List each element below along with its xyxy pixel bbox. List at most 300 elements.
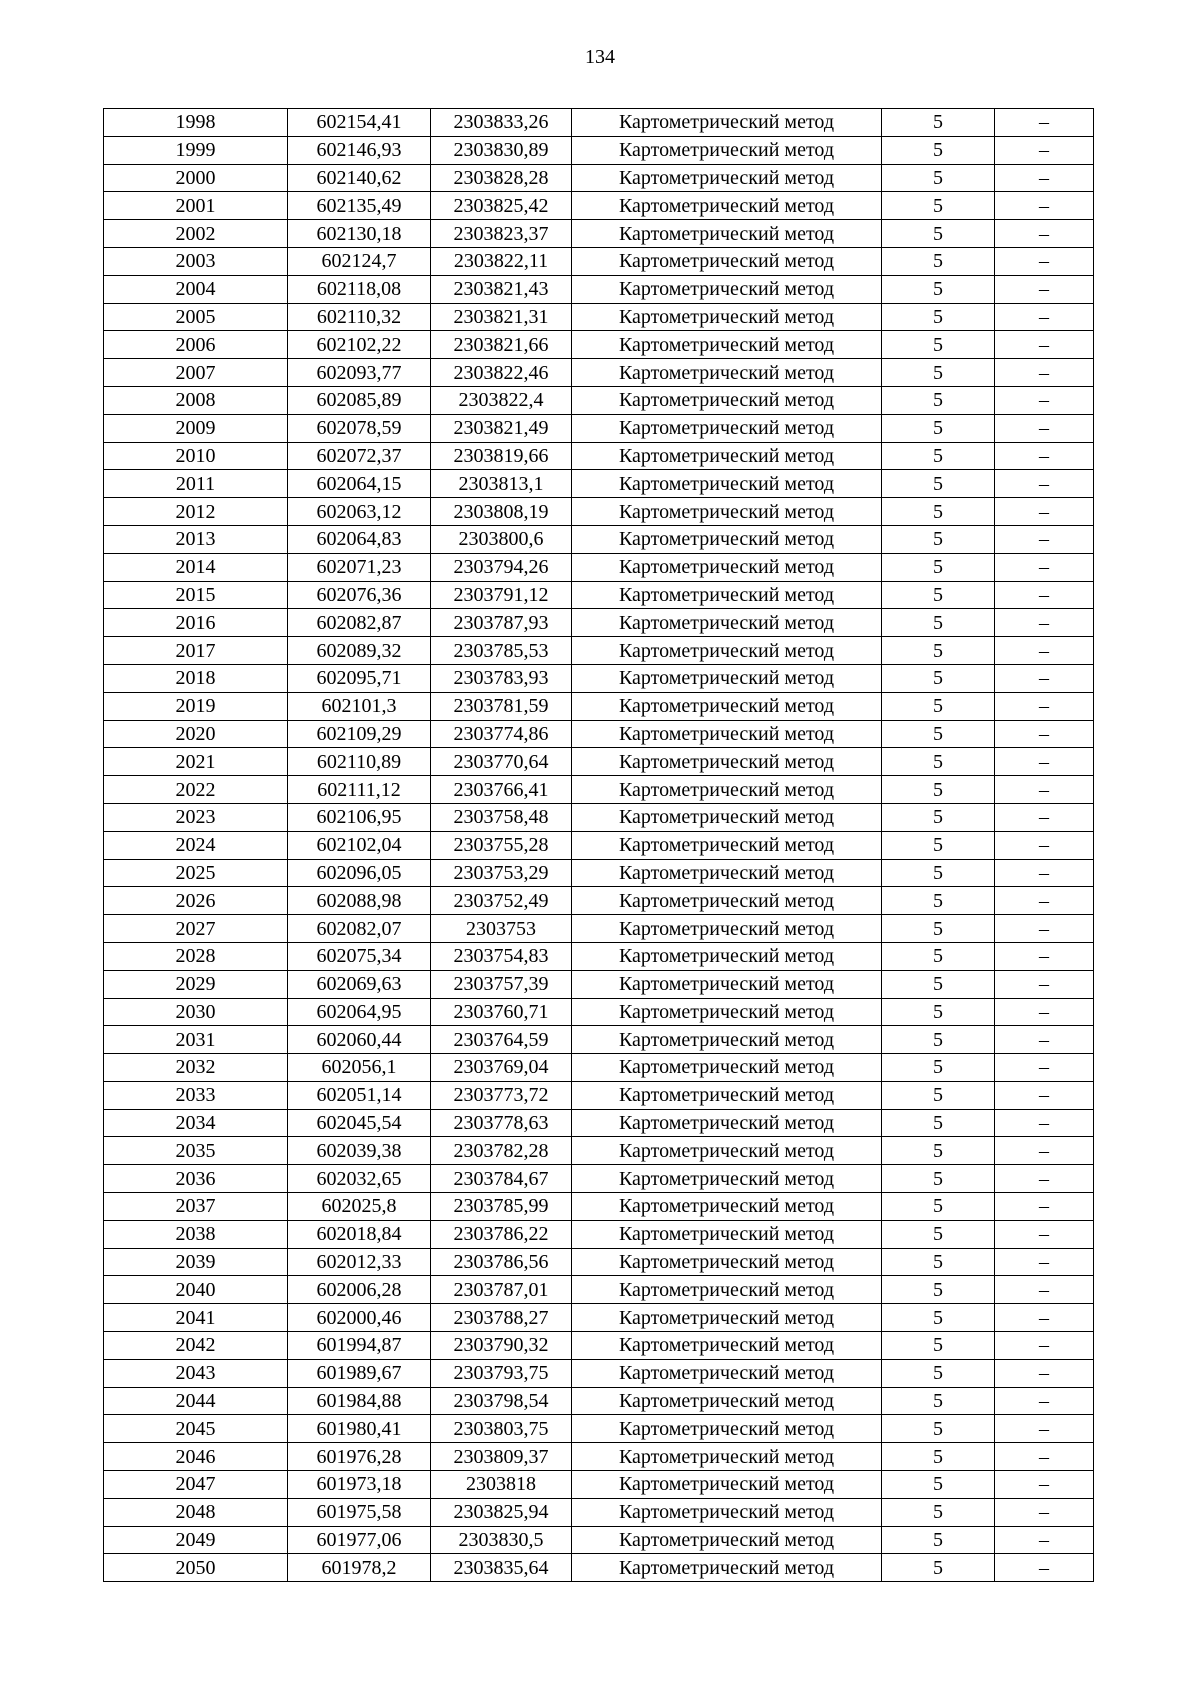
method-cell: Картометрический метод xyxy=(572,1359,882,1387)
table-row xyxy=(104,442,1094,470)
table-row xyxy=(104,720,1094,748)
x-coordinate-cell: 602039,38 xyxy=(288,1137,431,1165)
method-cell: Картометрический метод xyxy=(572,942,882,970)
accuracy-cell: 5 xyxy=(882,1276,995,1304)
method-cell: Картометрический метод xyxy=(572,109,882,137)
x-coordinate-cell: 602076,36 xyxy=(288,581,431,609)
description-cell: – xyxy=(995,970,1094,998)
x-coordinate-cell: 601984,88 xyxy=(288,1387,431,1415)
description-cell: – xyxy=(995,109,1094,137)
x-coordinate-cell: 602045,54 xyxy=(288,1109,431,1137)
accuracy-cell: 5 xyxy=(882,1081,995,1109)
description-cell: – xyxy=(995,220,1094,248)
accuracy-cell: 5 xyxy=(882,1471,995,1499)
y-coordinate-cell: 2303769,04 xyxy=(431,1054,572,1082)
table-row xyxy=(104,1332,1094,1360)
x-coordinate-cell: 602089,32 xyxy=(288,637,431,665)
description-cell: – xyxy=(995,414,1094,442)
table-row xyxy=(104,220,1094,248)
y-coordinate-cell: 2303808,19 xyxy=(431,498,572,526)
accuracy-cell: 5 xyxy=(882,331,995,359)
table-row xyxy=(104,609,1094,637)
accuracy-cell: 5 xyxy=(882,1193,995,1221)
accuracy-cell: 5 xyxy=(882,1332,995,1360)
point-number-cell: 2004 xyxy=(104,275,288,303)
point-number-cell: 2028 xyxy=(104,942,288,970)
x-coordinate-cell: 601975,58 xyxy=(288,1498,431,1526)
point-number-cell: 2017 xyxy=(104,637,288,665)
table-row xyxy=(104,692,1094,720)
description-cell: – xyxy=(995,748,1094,776)
method-cell: Картометрический метод xyxy=(572,1332,882,1360)
description-cell: – xyxy=(995,1248,1094,1276)
y-coordinate-cell: 2303821,43 xyxy=(431,275,572,303)
description-cell: – xyxy=(995,1193,1094,1221)
description-cell: – xyxy=(995,692,1094,720)
method-cell: Картометрический метод xyxy=(572,442,882,470)
y-coordinate-cell: 2303809,37 xyxy=(431,1443,572,1471)
x-coordinate-cell: 602075,34 xyxy=(288,942,431,970)
x-coordinate-cell: 602109,29 xyxy=(288,720,431,748)
description-cell: – xyxy=(995,1165,1094,1193)
method-cell: Картометрический метод xyxy=(572,1081,882,1109)
accuracy-cell: 5 xyxy=(882,1165,995,1193)
method-cell: Картометрический метод xyxy=(572,1498,882,1526)
method-cell: Картометрический метод xyxy=(572,1248,882,1276)
y-coordinate-cell: 2303793,75 xyxy=(431,1359,572,1387)
description-cell: – xyxy=(995,470,1094,498)
description-cell: – xyxy=(995,1498,1094,1526)
method-cell: Картометрический метод xyxy=(572,803,882,831)
method-cell: Картометрический метод xyxy=(572,1471,882,1499)
x-coordinate-cell: 602102,04 xyxy=(288,831,431,859)
method-cell: Картометрический метод xyxy=(572,1554,882,1582)
description-cell: – xyxy=(995,720,1094,748)
description-cell: – xyxy=(995,303,1094,331)
description-cell: – xyxy=(995,998,1094,1026)
point-number-cell: 2050 xyxy=(104,1554,288,1582)
y-coordinate-cell: 2303800,6 xyxy=(431,525,572,553)
point-number-cell: 2046 xyxy=(104,1443,288,1471)
page-number: 134 xyxy=(585,46,615,68)
y-coordinate-cell: 2303818 xyxy=(431,1471,572,1499)
point-number-cell: 2035 xyxy=(104,1137,288,1165)
point-number-cell: 2000 xyxy=(104,164,288,192)
method-cell: Картометрический метод xyxy=(572,275,882,303)
y-coordinate-cell: 2303770,64 xyxy=(431,748,572,776)
accuracy-cell: 5 xyxy=(882,1359,995,1387)
accuracy-cell: 5 xyxy=(882,859,995,887)
point-number-cell: 2040 xyxy=(104,1276,288,1304)
point-number-cell: 2037 xyxy=(104,1193,288,1221)
y-coordinate-cell: 2303758,48 xyxy=(431,803,572,831)
x-coordinate-cell: 602072,37 xyxy=(288,442,431,470)
method-cell: Картометрический метод xyxy=(572,220,882,248)
x-coordinate-cell: 602012,33 xyxy=(288,1248,431,1276)
point-number-cell: 2045 xyxy=(104,1415,288,1443)
table-row xyxy=(104,275,1094,303)
method-cell: Картометрический метод xyxy=(572,1304,882,1332)
point-number-cell: 2048 xyxy=(104,1498,288,1526)
method-cell: Картометрический метод xyxy=(572,553,882,581)
coordinates-table xyxy=(103,108,1094,1582)
accuracy-cell: 5 xyxy=(882,609,995,637)
x-coordinate-cell: 602111,12 xyxy=(288,776,431,804)
x-coordinate-cell: 602071,23 xyxy=(288,553,431,581)
method-cell: Картометрический метод xyxy=(572,1054,882,1082)
x-coordinate-cell: 602051,14 xyxy=(288,1081,431,1109)
point-number-cell: 2031 xyxy=(104,1026,288,1054)
x-coordinate-cell: 602064,95 xyxy=(288,998,431,1026)
method-cell: Картометрический метод xyxy=(572,1026,882,1054)
y-coordinate-cell: 2303825,42 xyxy=(431,192,572,220)
table-row xyxy=(104,525,1094,553)
method-cell: Картометрический метод xyxy=(572,1276,882,1304)
y-coordinate-cell: 2303755,28 xyxy=(431,831,572,859)
x-coordinate-cell: 602146,93 xyxy=(288,136,431,164)
table-row xyxy=(104,470,1094,498)
accuracy-cell: 5 xyxy=(882,998,995,1026)
description-cell: – xyxy=(995,275,1094,303)
accuracy-cell: 5 xyxy=(882,1415,995,1443)
accuracy-cell: 5 xyxy=(882,470,995,498)
table-row xyxy=(104,136,1094,164)
method-cell: Картометрический метод xyxy=(572,887,882,915)
description-cell: – xyxy=(995,498,1094,526)
y-coordinate-cell: 2303822,11 xyxy=(431,247,572,275)
table-row xyxy=(104,331,1094,359)
description-cell: – xyxy=(995,1332,1094,1360)
table-row xyxy=(104,998,1094,1026)
point-number-cell: 2005 xyxy=(104,303,288,331)
accuracy-cell: 5 xyxy=(882,414,995,442)
method-cell: Картометрический метод xyxy=(572,136,882,164)
point-number-cell: 2047 xyxy=(104,1471,288,1499)
table-row xyxy=(104,1498,1094,1526)
y-coordinate-cell: 2303786,56 xyxy=(431,1248,572,1276)
table-row xyxy=(104,414,1094,442)
accuracy-cell: 5 xyxy=(882,386,995,414)
y-coordinate-cell: 2303790,32 xyxy=(431,1332,572,1360)
accuracy-cell: 5 xyxy=(882,970,995,998)
table-row xyxy=(104,776,1094,804)
table-row xyxy=(104,247,1094,275)
description-cell: – xyxy=(995,553,1094,581)
description-cell: – xyxy=(995,887,1094,915)
accuracy-cell: 5 xyxy=(882,1304,995,1332)
x-coordinate-cell: 602000,46 xyxy=(288,1304,431,1332)
y-coordinate-cell: 2303830,89 xyxy=(431,136,572,164)
y-coordinate-cell: 2303764,59 xyxy=(431,1026,572,1054)
description-cell: – xyxy=(995,1304,1094,1332)
point-number-cell: 2007 xyxy=(104,359,288,387)
table-row xyxy=(104,1081,1094,1109)
x-coordinate-cell: 602006,28 xyxy=(288,1276,431,1304)
description-cell: – xyxy=(995,1443,1094,1471)
y-coordinate-cell: 2303754,83 xyxy=(431,942,572,970)
table-row xyxy=(104,1359,1094,1387)
accuracy-cell: 5 xyxy=(882,1109,995,1137)
y-coordinate-cell: 2303760,71 xyxy=(431,998,572,1026)
accuracy-cell: 5 xyxy=(882,831,995,859)
description-cell: – xyxy=(995,1471,1094,1499)
y-coordinate-cell: 2303786,22 xyxy=(431,1220,572,1248)
table-row xyxy=(104,1387,1094,1415)
method-cell: Картометрический метод xyxy=(572,386,882,414)
description-cell: – xyxy=(995,1526,1094,1554)
table-row xyxy=(104,887,1094,915)
table-row xyxy=(104,1276,1094,1304)
point-number-cell: 1998 xyxy=(104,109,288,137)
point-number-cell: 2034 xyxy=(104,1109,288,1137)
table-body xyxy=(104,109,1094,1582)
y-coordinate-cell: 2303785,53 xyxy=(431,637,572,665)
point-number-cell: 2039 xyxy=(104,1248,288,1276)
x-coordinate-cell: 602102,22 xyxy=(288,331,431,359)
table-row xyxy=(104,498,1094,526)
x-coordinate-cell: 602064,15 xyxy=(288,470,431,498)
x-coordinate-cell: 602110,89 xyxy=(288,748,431,776)
table-row xyxy=(104,1137,1094,1165)
description-cell: – xyxy=(995,1137,1094,1165)
table-row xyxy=(104,1304,1094,1332)
point-number-cell: 2044 xyxy=(104,1387,288,1415)
description-cell: – xyxy=(995,136,1094,164)
y-coordinate-cell: 2303803,75 xyxy=(431,1415,572,1443)
point-number-cell: 2024 xyxy=(104,831,288,859)
description-cell: – xyxy=(995,803,1094,831)
method-cell: Картометрический метод xyxy=(572,1387,882,1415)
table-row xyxy=(104,664,1094,692)
y-coordinate-cell: 2303823,37 xyxy=(431,220,572,248)
table-row xyxy=(104,803,1094,831)
method-cell: Картометрический метод xyxy=(572,303,882,331)
x-coordinate-cell: 601980,41 xyxy=(288,1415,431,1443)
accuracy-cell: 5 xyxy=(882,1554,995,1582)
y-coordinate-cell: 2303822,46 xyxy=(431,359,572,387)
accuracy-cell: 5 xyxy=(882,1137,995,1165)
description-cell: – xyxy=(995,859,1094,887)
point-number-cell: 2003 xyxy=(104,247,288,275)
table-row xyxy=(104,1526,1094,1554)
method-cell: Картометрический метод xyxy=(572,970,882,998)
description-cell: – xyxy=(995,1359,1094,1387)
x-coordinate-cell: 601978,2 xyxy=(288,1554,431,1582)
table-row xyxy=(104,1109,1094,1137)
x-coordinate-cell: 602135,49 xyxy=(288,192,431,220)
y-coordinate-cell: 2303781,59 xyxy=(431,692,572,720)
accuracy-cell: 5 xyxy=(882,1387,995,1415)
point-number-cell: 2015 xyxy=(104,581,288,609)
y-coordinate-cell: 2303821,31 xyxy=(431,303,572,331)
x-coordinate-cell: 602110,32 xyxy=(288,303,431,331)
accuracy-cell: 5 xyxy=(882,915,995,943)
x-coordinate-cell: 601976,28 xyxy=(288,1443,431,1471)
accuracy-cell: 5 xyxy=(882,247,995,275)
y-coordinate-cell: 2303830,5 xyxy=(431,1526,572,1554)
y-coordinate-cell: 2303784,67 xyxy=(431,1165,572,1193)
method-cell: Картометрический метод xyxy=(572,525,882,553)
point-number-cell: 2027 xyxy=(104,915,288,943)
y-coordinate-cell: 2303821,66 xyxy=(431,331,572,359)
table-row xyxy=(104,192,1094,220)
description-cell: – xyxy=(995,609,1094,637)
y-coordinate-cell: 2303788,27 xyxy=(431,1304,572,1332)
accuracy-cell: 5 xyxy=(882,1498,995,1526)
accuracy-cell: 5 xyxy=(882,748,995,776)
method-cell: Картометрический метод xyxy=(572,1109,882,1137)
x-coordinate-cell: 602140,62 xyxy=(288,164,431,192)
table-row xyxy=(104,915,1094,943)
method-cell: Картометрический метод xyxy=(572,692,882,720)
point-number-cell: 2022 xyxy=(104,776,288,804)
table-row xyxy=(104,553,1094,581)
table-row xyxy=(104,581,1094,609)
table-row xyxy=(104,1415,1094,1443)
description-cell: – xyxy=(995,581,1094,609)
y-coordinate-cell: 2303791,12 xyxy=(431,581,572,609)
method-cell: Картометрический метод xyxy=(572,581,882,609)
point-number-cell: 2033 xyxy=(104,1081,288,1109)
x-coordinate-cell: 602025,8 xyxy=(288,1193,431,1221)
point-number-cell: 2016 xyxy=(104,609,288,637)
description-cell: – xyxy=(995,915,1094,943)
table-row xyxy=(104,970,1094,998)
description-cell: – xyxy=(995,637,1094,665)
y-coordinate-cell: 2303782,28 xyxy=(431,1137,572,1165)
table-row xyxy=(104,859,1094,887)
x-coordinate-cell: 602085,89 xyxy=(288,386,431,414)
accuracy-cell: 5 xyxy=(882,220,995,248)
table-row xyxy=(104,109,1094,137)
accuracy-cell: 5 xyxy=(882,359,995,387)
x-coordinate-cell: 602130,18 xyxy=(288,220,431,248)
description-cell: – xyxy=(995,247,1094,275)
point-number-cell: 2001 xyxy=(104,192,288,220)
description-cell: – xyxy=(995,1026,1094,1054)
x-coordinate-cell: 602088,98 xyxy=(288,887,431,915)
accuracy-cell: 5 xyxy=(882,637,995,665)
description-cell: – xyxy=(995,1081,1094,1109)
accuracy-cell: 5 xyxy=(882,109,995,137)
description-cell: – xyxy=(995,831,1094,859)
accuracy-cell: 5 xyxy=(882,581,995,609)
description-cell: – xyxy=(995,776,1094,804)
description-cell: – xyxy=(995,664,1094,692)
method-cell: Картометрический метод xyxy=(572,470,882,498)
x-coordinate-cell: 602056,1 xyxy=(288,1054,431,1082)
accuracy-cell: 5 xyxy=(882,942,995,970)
point-number-cell: 2036 xyxy=(104,1165,288,1193)
method-cell: Картометрический метод xyxy=(572,192,882,220)
y-coordinate-cell: 2303835,64 xyxy=(431,1554,572,1582)
accuracy-cell: 5 xyxy=(882,776,995,804)
table-row xyxy=(104,164,1094,192)
method-cell: Картометрический метод xyxy=(572,414,882,442)
x-coordinate-cell: 601973,18 xyxy=(288,1471,431,1499)
x-coordinate-cell: 601989,67 xyxy=(288,1359,431,1387)
method-cell: Картометрический метод xyxy=(572,1137,882,1165)
point-number-cell: 2021 xyxy=(104,748,288,776)
point-number-cell: 2038 xyxy=(104,1220,288,1248)
x-coordinate-cell: 602064,83 xyxy=(288,525,431,553)
x-coordinate-cell: 602060,44 xyxy=(288,1026,431,1054)
accuracy-cell: 5 xyxy=(882,1220,995,1248)
method-cell: Картометрический метод xyxy=(572,498,882,526)
accuracy-cell: 5 xyxy=(882,1526,995,1554)
x-coordinate-cell: 601994,87 xyxy=(288,1332,431,1360)
x-coordinate-cell: 602018,84 xyxy=(288,1220,431,1248)
point-number-cell: 2023 xyxy=(104,803,288,831)
point-number-cell: 2011 xyxy=(104,470,288,498)
table-row xyxy=(104,359,1094,387)
point-number-cell: 2009 xyxy=(104,414,288,442)
description-cell: – xyxy=(995,1554,1094,1582)
description-cell: – xyxy=(995,331,1094,359)
y-coordinate-cell: 2303774,86 xyxy=(431,720,572,748)
accuracy-cell: 5 xyxy=(882,498,995,526)
method-cell: Картометрический метод xyxy=(572,1415,882,1443)
table-row xyxy=(104,1165,1094,1193)
point-number-cell: 2014 xyxy=(104,553,288,581)
accuracy-cell: 5 xyxy=(882,1443,995,1471)
method-cell: Картометрический метод xyxy=(572,664,882,692)
point-number-cell: 1999 xyxy=(104,136,288,164)
x-coordinate-cell: 602095,71 xyxy=(288,664,431,692)
x-coordinate-cell: 602101,3 xyxy=(288,692,431,720)
accuracy-cell: 5 xyxy=(882,720,995,748)
description-cell: – xyxy=(995,164,1094,192)
y-coordinate-cell: 2303752,49 xyxy=(431,887,572,915)
description-cell: – xyxy=(995,1387,1094,1415)
description-cell: – xyxy=(995,942,1094,970)
method-cell: Картометрический метод xyxy=(572,1193,882,1221)
y-coordinate-cell: 2303785,99 xyxy=(431,1193,572,1221)
description-cell: – xyxy=(995,1276,1094,1304)
accuracy-cell: 5 xyxy=(882,164,995,192)
x-coordinate-cell: 601977,06 xyxy=(288,1526,431,1554)
accuracy-cell: 5 xyxy=(882,553,995,581)
y-coordinate-cell: 2303766,41 xyxy=(431,776,572,804)
method-cell: Картометрический метод xyxy=(572,331,882,359)
point-number-cell: 2026 xyxy=(104,887,288,915)
point-number-cell: 2025 xyxy=(104,859,288,887)
y-coordinate-cell: 2303828,28 xyxy=(431,164,572,192)
method-cell: Картометрический метод xyxy=(572,164,882,192)
method-cell: Картометрический метод xyxy=(572,859,882,887)
method-cell: Картометрический метод xyxy=(572,831,882,859)
point-number-cell: 2042 xyxy=(104,1332,288,1360)
point-number-cell: 2012 xyxy=(104,498,288,526)
method-cell: Картометрический метод xyxy=(572,1443,882,1471)
method-cell: Картометрический метод xyxy=(572,776,882,804)
y-coordinate-cell: 2303822,4 xyxy=(431,386,572,414)
point-number-cell: 2008 xyxy=(104,386,288,414)
table-row xyxy=(104,1193,1094,1221)
accuracy-cell: 5 xyxy=(882,303,995,331)
x-coordinate-cell: 602154,41 xyxy=(288,109,431,137)
description-cell: – xyxy=(995,386,1094,414)
table-row xyxy=(104,1220,1094,1248)
point-number-cell: 2029 xyxy=(104,970,288,998)
table-row xyxy=(104,831,1094,859)
point-number-cell: 2020 xyxy=(104,720,288,748)
method-cell: Картометрический метод xyxy=(572,998,882,1026)
table-row xyxy=(104,1554,1094,1582)
table-row xyxy=(104,1054,1094,1082)
point-number-cell: 2049 xyxy=(104,1526,288,1554)
description-cell: – xyxy=(995,525,1094,553)
